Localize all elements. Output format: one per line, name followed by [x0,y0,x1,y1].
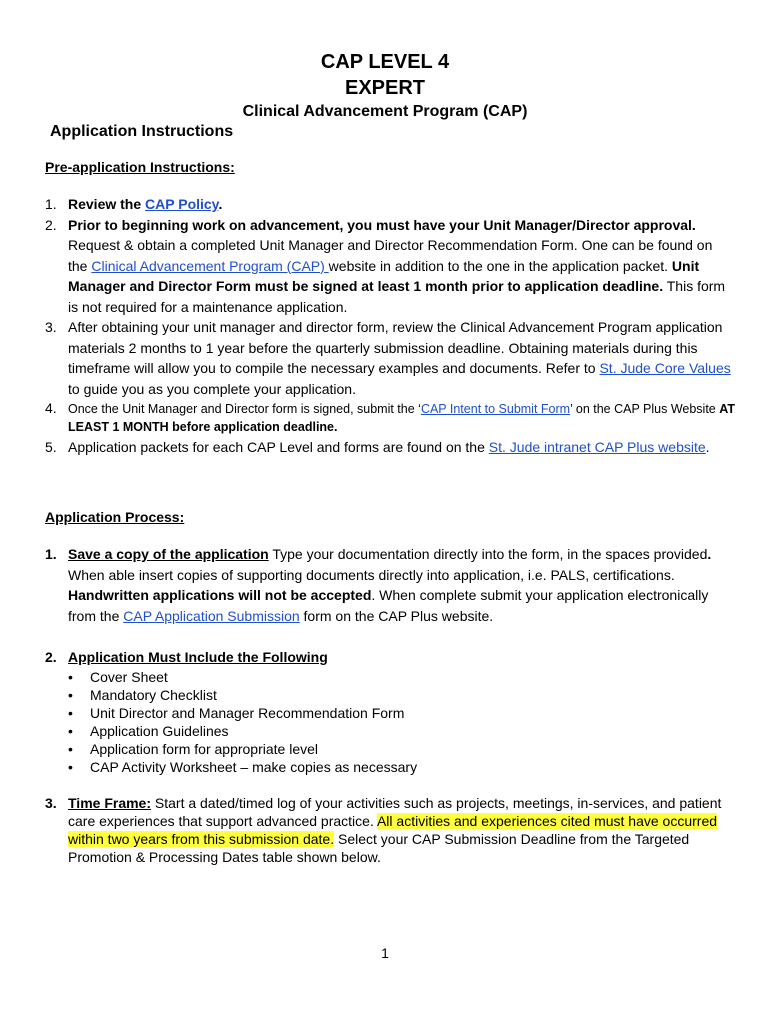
bullet-icon: • [68,723,73,739]
process-step-2: 2. Application Must Include the Following [45,649,328,665]
list-item: 2. Prior to beginning work on advancement, you must have your Unit Manager/Director approval. Request & obtain a completed Unit Manager and Director Recommendation Form. One can be found on the Clinical Advancement Program (CAP) website in addition to the one in the application packet. Unit Manager and Director Form must be signed at least 1 month prior to application deadline. This form is not required for a maintenance application. [45,216,726,315]
program-subtitle: Clinical Advancement Program (CAP) [242,103,528,120]
core-values-link[interactable]: St. Jude Core Values [599,360,731,376]
list-item: • Application form for appropriate level [68,741,319,757]
highlighted-requirement: All activities and experiences cited must have occurred within two years from this submission date. [68,813,718,847]
list-item: • Cover Sheet [68,669,168,685]
page-number: 1 [381,945,389,961]
list-item: 5. Application packets for each CAP Level and forms are found on the St. Jude intranet CAP Plus website. [45,439,710,455]
bullet-icon: • [68,741,73,757]
bullet-icon: • [68,669,73,685]
application-instructions-heading: Application Instructions [50,123,234,140]
list-item: 1. Review the CAP Policy. [45,196,223,212]
title-expert: EXPERT [344,77,426,99]
list-item: 3. After obtaining your unit manager and director form, review the Clinical Advancement Program application materials 2 months to 1 year before the quarterly submission deadline. Obtaining materials during this timeframe will allow you to compile the necessary examples and documents. Refer to St. Jude Core Values to guide you as you complete your application. [45,319,731,397]
bullet-icon: • [68,759,73,775]
list-item: • Unit Director and Manager Recommendation Form [68,705,405,721]
list-item: 4. Once the Unit Manager and Director form is signed, submit the ‘CAP Intent to Submit Form’ on the CAP Plus Website AT LEAST 1 MONTH before application deadline. [45,400,735,434]
bullet-icon: • [68,705,73,721]
cap-plus-website-link[interactable]: St. Jude intranet CAP Plus website [488,439,706,455]
list-item: • Application Guidelines [68,723,229,739]
cap-application-submission-link[interactable]: CAP Application Submission [123,607,300,624]
process-step-3: 3. Time Frame: Start a dated/timed log of your activities such as projects, meetings, in-services, and patient care experiences that support advanced practice. All activities and experiences cited must have occurred within two years from this submission date. Select your CAP Submission Deadline from the Targeted Promotion & Processing Dates table shown below. [45,795,722,865]
bullet-icon: • [68,687,73,703]
list-item: • CAP Activity Worksheet – make copies as necessary [68,759,418,775]
cap-program-link[interactable]: Clinical Advancement Program (CAP) [91,257,329,274]
required-items-list [68,668,417,776]
cap-policy-link[interactable]: CAP Policy [145,196,219,212]
application-process-heading: Application Process: [45,509,185,525]
intent-to-submit-link[interactable]: CAP Intent to Submit Form [420,402,571,416]
pre-application-heading: Pre-application Instructions: [45,159,235,175]
title-level: CAP LEVEL 4 [320,51,450,73]
process-step-1: 1. Save a copy of the application Type your documentation directly into the form, in the spaces provided. When able insert copies of supporting documents directly into application, i.e. PALS, certifications. Handwritten applications will not be accepted. When complete submit your application electronically from the CAP Application Submission form on the CAP Plus website. [45,546,712,624]
pre-application-list [45,194,735,458]
list-item: • Mandatory Checklist [68,687,217,703]
